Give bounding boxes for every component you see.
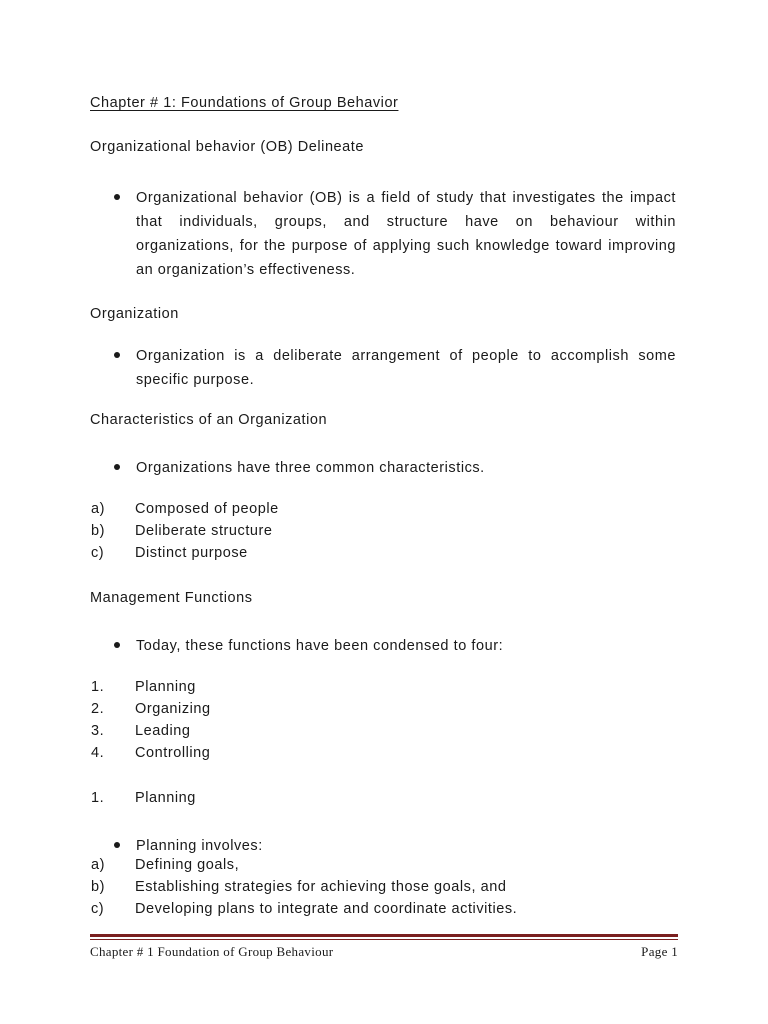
list-marker: 3. (91, 723, 105, 739)
list-item-text: Defining goals, (135, 857, 240, 873)
bullet-text-planning: Planning involves: (136, 838, 263, 854)
list-item (91, 501, 279, 517)
page-title: Chapter # 1: Foundations of Group Behavior (90, 95, 399, 111)
bullet-dot-icon (114, 842, 120, 848)
bullet-text-ob: Organizational behavior (OB) is a field of study that investigates the impact that individuals, groups, and structure have on behaviour within organizations, for the purpose of applying such knowledge toward improving an organization’s effectiveness. (136, 190, 676, 278)
bullet-dot-icon (114, 352, 120, 358)
list-marker: a) (91, 501, 105, 517)
list-item-text: Leading (135, 723, 191, 739)
list-marker: b) (91, 879, 105, 895)
list-item-text: Planning (135, 679, 196, 695)
footer-chapter-label: Chapter # 1 Foundation of Group Behaviour (90, 944, 334, 959)
list-item-text: Distinct purpose (135, 545, 248, 561)
section-heading-planning (91, 790, 196, 806)
footer-page-number: Page 1 (641, 944, 678, 959)
list-item (91, 701, 211, 717)
list-item-text: Composed of people (135, 501, 279, 517)
bullet-dot-icon (114, 642, 120, 648)
list-marker: a) (91, 857, 105, 873)
section-heading-management: Management Functions (90, 590, 253, 606)
list-item (91, 901, 517, 917)
bullet-text-management: Today, these functions have been condensed to four: (136, 638, 504, 654)
list-marker: c) (91, 901, 105, 917)
footer-rule (90, 934, 678, 937)
list-marker: 1. (91, 790, 105, 806)
list-marker: 1. (91, 679, 105, 695)
list-marker: 4. (91, 745, 105, 761)
bullet-dot-icon (114, 464, 120, 470)
section-heading-ob: Organizational behavior (OB) Delineate (90, 139, 364, 155)
list-item (91, 723, 190, 739)
list-item (91, 679, 196, 695)
list-item-text: Establishing strategies for achieving those goals, and (135, 879, 507, 895)
list-item-text: Organizing (135, 701, 211, 717)
section-heading-organization: Organization (90, 306, 179, 322)
section-heading-planning-text: Planning (135, 790, 196, 806)
list-item (91, 879, 506, 895)
section-heading-characteristics: Characteristics of an Organization (90, 412, 328, 428)
bullet-text-organization: Organization is a deliberate arrangement of people to accomplish some specific purpose. (136, 348, 676, 388)
list-marker: b) (91, 523, 105, 539)
list-item (91, 857, 239, 873)
bullet-text-characteristics: Organizations have three common characteristics. (136, 460, 485, 476)
list-item-text: Deliberate structure (135, 523, 273, 539)
list-item (91, 745, 210, 761)
list-marker: 2. (91, 701, 105, 717)
list-marker: c) (91, 545, 105, 561)
footer-rule-thin (90, 939, 678, 940)
list-item (91, 523, 273, 539)
list-item-text: Developing plans to integrate and coordinate activities. (135, 901, 518, 917)
list-item (91, 545, 248, 561)
bullet-dot-icon (114, 194, 120, 200)
list-item-text: Controlling (135, 745, 211, 761)
